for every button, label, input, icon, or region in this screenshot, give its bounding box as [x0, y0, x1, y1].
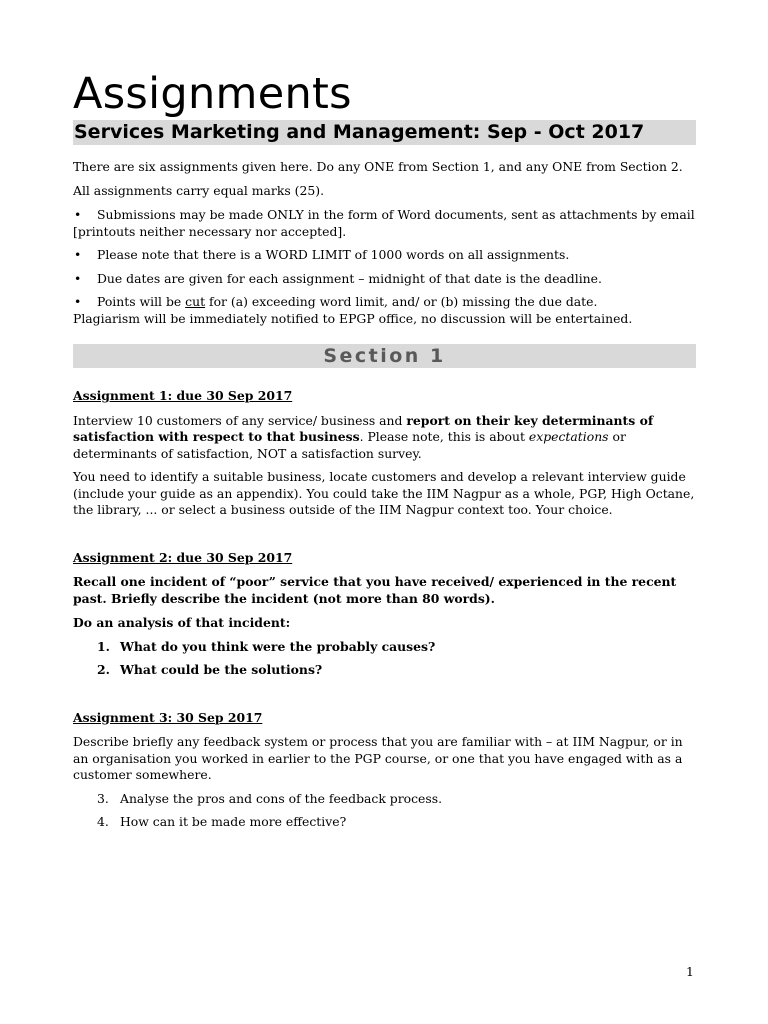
bold-span: report on their key determinants of satisfaction with respect to that business — [73, 412, 654, 444]
bullet-text: Due dates are given for each assignment – midnight of that date is the deadline. — [97, 270, 602, 286]
bullet-text: Please note that there is a WORD LIMIT of 1000 words on all assignments. — [97, 247, 570, 262]
bullet-text-before: Points will be — [97, 294, 186, 309]
assignment-2-paragraph-2: Do an analysis of that incident: — [73, 615, 291, 630]
item-text: What do you think were the probably causes? — [120, 638, 436, 654]
italic-span: expectations — [528, 429, 609, 444]
page-title: Assignments — [73, 69, 352, 119]
bullet-submissions — [73, 207, 696, 240]
item-text: What could be the solutions? — [120, 662, 323, 677]
page-number: 1 — [686, 964, 694, 979]
text-span: Interview 10 customers of any service/ business and — [73, 412, 407, 428]
item-text: Analyse the pros and cons of the feedback process. — [120, 790, 443, 806]
bullet-points-cut — [73, 294, 696, 311]
bullet-text-after: for (a) exceeding word limit, and/ or (b) missing the due date. — [205, 294, 598, 309]
bullet-text-underlined: cut — [185, 294, 206, 309]
assignment-2-item-1 — [73, 639, 696, 656]
intro-line-1: There are six assignments given here. Do any ONE from Section 1, and any ONE from Section 2. — [73, 159, 683, 174]
intro-line-2: All assignments carry equal marks (25). — [73, 182, 325, 198]
document-page — [73, 68, 696, 831]
text-span: or determinants of satisfaction, NOT a satisfaction survey. — [73, 429, 626, 461]
bullet-icon: • — [74, 207, 82, 222]
bullet-icon: • — [74, 247, 82, 262]
course-subtitle: Services Marketing and Management: Sep - Oct 2017 — [73, 120, 696, 145]
assignment-1-paragraph-2: You need to identify a suitable business, locate customers and develop a relevant interview guide (include your guide as an appendix). You could take the IIM Nagpur as a whole, PGP, High Octane, the library, ... or select a business outside of the IIM Nagpur context too. Your choice. — [73, 469, 695, 517]
item-number: 1. — [97, 638, 110, 654]
assignment-3-item-3 — [73, 791, 696, 808]
assignment-1-heading: Assignment 1: due 30 Sep 2017 — [73, 388, 293, 403]
section-heading: Section 1 — [73, 344, 696, 368]
assignment-2-heading: Assignment 2: due 30 Sep 2017 — [73, 549, 293, 565]
bullet-icon: • — [74, 270, 82, 286]
assignment-1-paragraph-1 — [73, 413, 696, 463]
plagiarism-notice: Plagiarism will be immediately notified to EPGP office, no discussion will be entertained. — [73, 310, 633, 326]
bullet-text: Submissions may be made ONLY in the form of Word documents, sent as attachments by email [printouts neither necessary nor accepted]. — [73, 207, 695, 239]
assignment-2-paragraph-1: Recall one incident of “poor” service that you have received/ experienced in the recent past. Briefly describe the incident (not more than 80 words). — [73, 574, 677, 606]
item-number: 2. — [97, 662, 110, 677]
bullet-due-dates — [73, 271, 696, 288]
assignment-2-item-2 — [73, 662, 696, 679]
bullet-word-limit — [73, 247, 696, 264]
bullet-icon: • — [74, 294, 82, 309]
item-text: How can it be made more effective? — [120, 814, 347, 829]
item-number: 4. — [97, 814, 109, 829]
item-number: 3. — [97, 790, 109, 806]
assignment-3-item-4 — [73, 814, 696, 831]
text-span: . Please note, this is about — [359, 429, 529, 444]
assignment-3-paragraph-1: Describe briefly any feedback system or process that you are familiar with – at IIM Nagpur, or in an organisation you worked in earlier to the PGP course, or one that you have engaged with as a customer somewhere. — [73, 734, 683, 782]
assignment-3-heading: Assignment 3: 30 Sep 2017 — [73, 709, 263, 725]
